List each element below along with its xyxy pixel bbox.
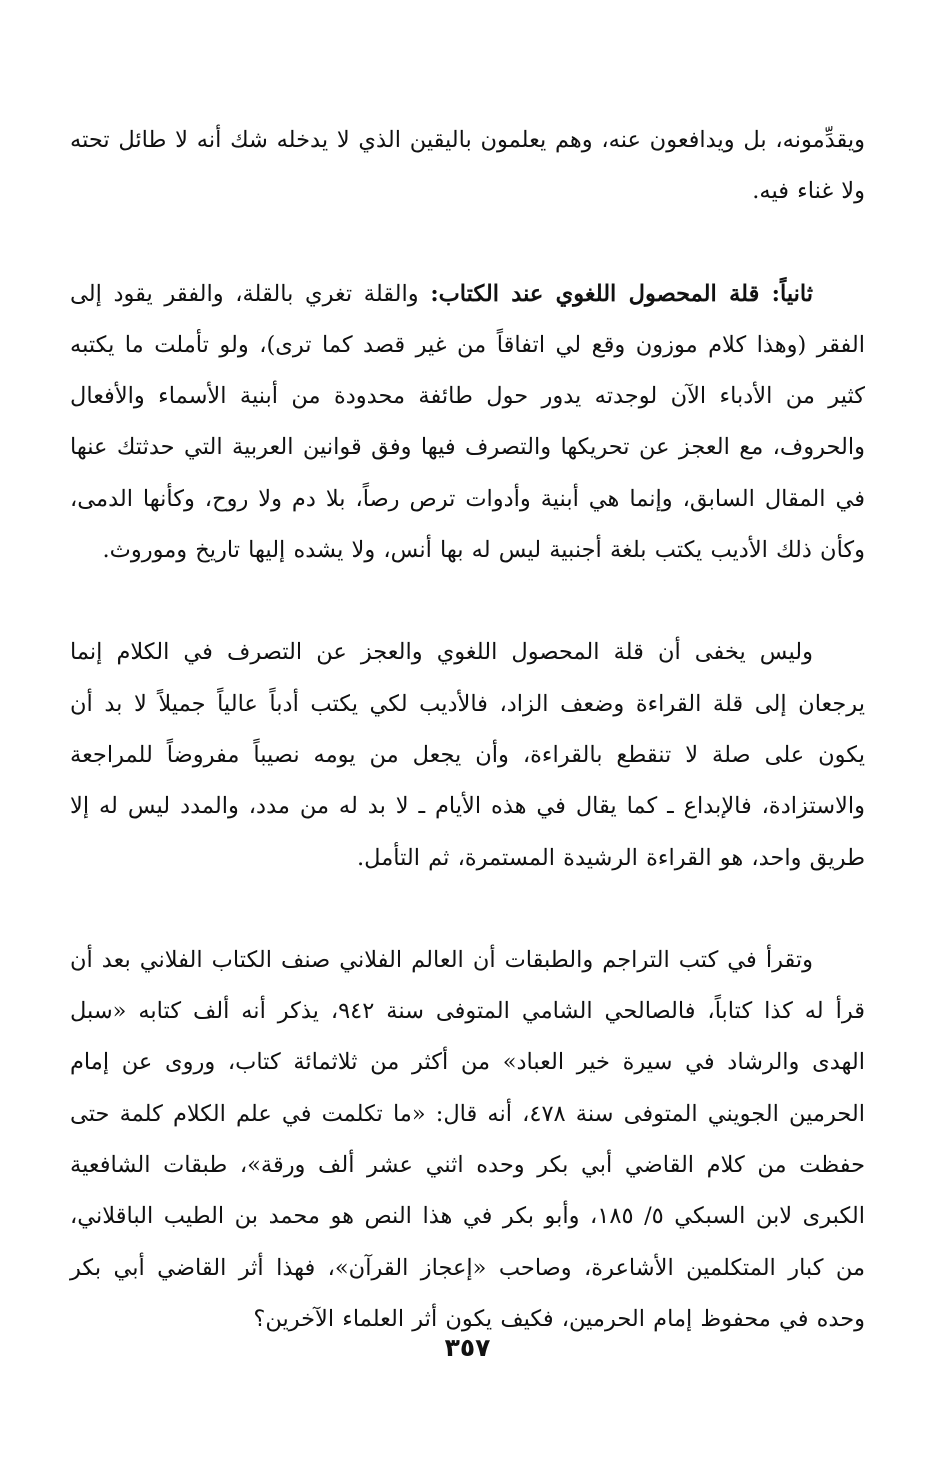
paragraph-gap [70, 576, 865, 627]
paragraph-1: ويقدِّمونه، بل ويدافعون عنه، وهم يعلمون باليقين الذي لا يدخله شك أنه لا طائل تحته ولا غناء فيه. [70, 127, 865, 205]
paragraph-2 [70, 269, 865, 577]
paragraph-gap [70, 884, 865, 935]
page-body [70, 115, 865, 1345]
paragraph-4: وتقرأ في كتب التراجم والطبقات أن العالم الفلاني صنف الكتاب الفلاني بعد أن قرأ له كذا كتاباً، فالصالحي الشامي المتوفى سنة ٩٤٢، يذكر أنه ألف كتابه «سبل الهدى والرشاد في سيرة خير العباد» من أكثر من ثلاثمائة كتاب، وروى عن إمام الحرمين الجويني المتوفى سنة ٤٧٨، أنه قال: «ما تكلمت في علم الكلام كلمة حتى حفظت من كلام القاضي أبي بكر وحده اثني عشر ألف ورقة»، طبقات الشافعية الكبرى لابن السبكي ٥/ ١٨٥، وأبو بكر في هذا النص هو محمد بن الطيب الباقلاني، من كبار المتكلمين الأشاعرة، وصاحب «إعجاز القرآن»، فهذا أثر القاضي أبي بكر وحده في محفوظ إمام الحرمين، فكيف يكون أثر العلماء الآخرين؟ [70, 946, 865, 1332]
paragraph-3: وليس يخفى أن قلة المحصول اللغوي والعجز عن التصرف في الكلام إنما يرجعان إلى قلة القراءة وضعف الزاد، فالأديب لكي يكتب أدباً عالياً جميلاً لا بد أن يكون على صلة لا تنقطع بالقراءة، وأن يجعل من يومه نصيباً مفروضاً للمراجعة والاستزادة، فالإبداع ـ كما يقال في هذه الأيام ـ لا بد له من مدد، والمدد ليس له إلا طريق واحد، هو القراءة الرشيدة المستمرة، ثم التأمل. [70, 639, 865, 871]
section-heading: ثانياً: قلة المحصول اللغوي عند الكتاب: [430, 280, 813, 307]
paragraph-gap [70, 218, 865, 269]
paragraph-2-text: والقلة تغري بالقلة، والفقر يقود إلى الفقر (وهذا كلام موزون وقع لي اتفاقاً من غير قصد كما ترى)، ولو تأملت ما يكتبه كثير من الأدباء الآن لوجدته يدور حول طائفة محدودة من أبنية الأسماء والأفعال والحروف، مع العجز عن تحريكها والتصرف فيها وفق قوانين العربية التي حدثتك عنها في المقال السابق، وإنما هي أبنية وأدوات ترص رصاً، بلا دم ولا روح، وكأنها الدمى، وكأن ذلك الأديب يكتب بلغة أجنبية ليس له بها أنس، ولا يشده إليها تاريخ وموروث. [70, 280, 865, 564]
page-number: ٣٥٧ [444, 1333, 491, 1362]
